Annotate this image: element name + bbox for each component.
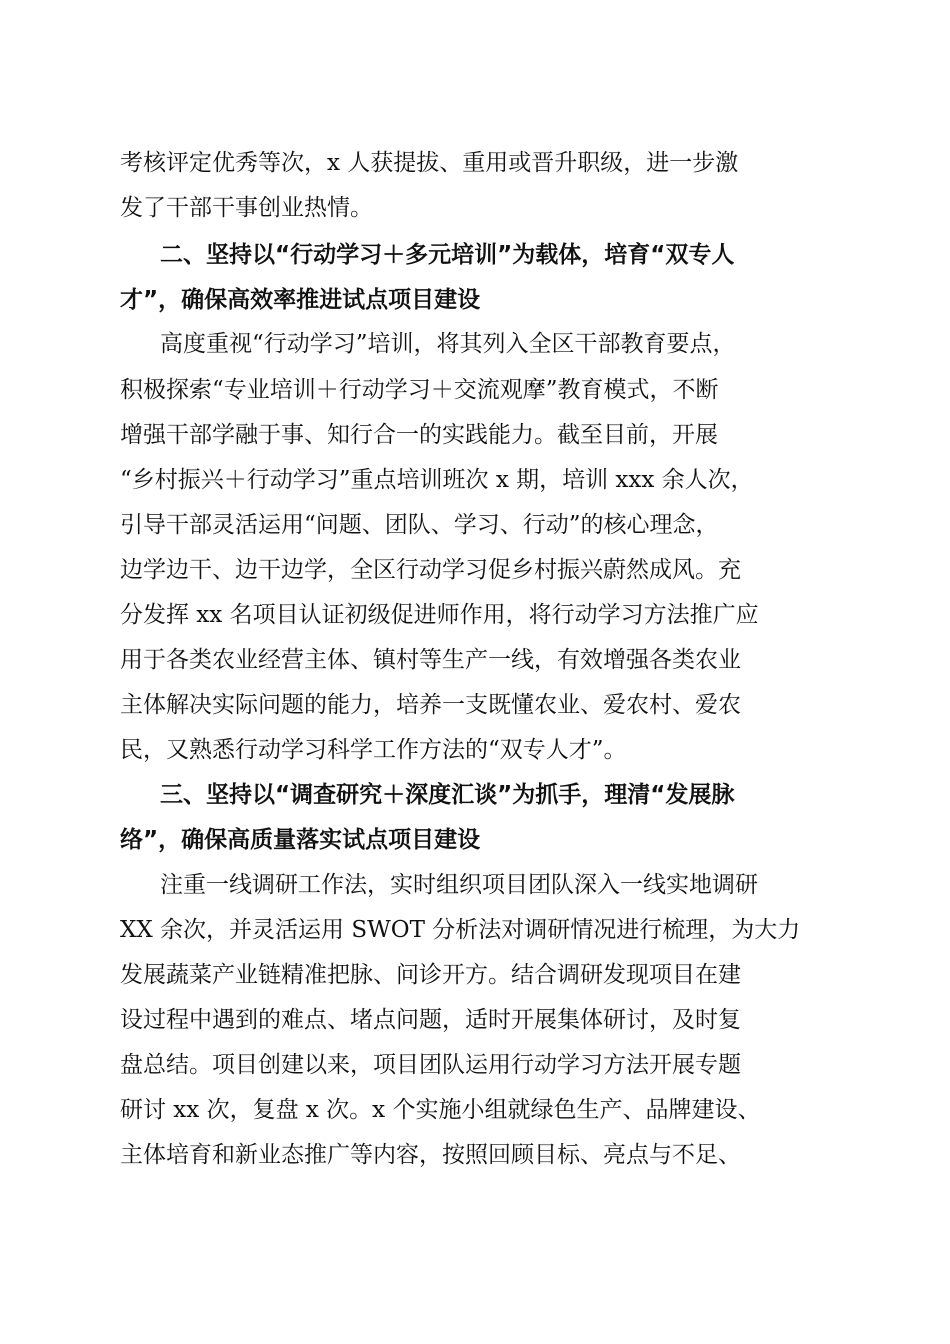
- section2-body-line-8: 用于各类农业经营主体、镇村等生产一线，有效增强各类农业: [120, 647, 741, 673]
- section3-body-line-7: 主体培育和新业态推广等内容，按照回顾目标、亮点与不足、: [120, 1142, 741, 1168]
- section3-heading-line-2: 络”，确保高质量落实试点项目建设: [120, 827, 481, 853]
- section2-heading-line-2: 才”，确保高效率推进试点项目建设: [120, 287, 481, 313]
- section2-body-line-10: 民，又熟悉行动学习科学工作方法的“双专人才”。: [120, 737, 627, 763]
- intro-line-2: 发了干部干事创业热情。: [120, 195, 373, 221]
- section3-body-line-2: XX 余次，并灵活运用 SWOT 分析法对调研情况进行梳理，为大力: [120, 917, 801, 943]
- section2-body-line-9: 主体解决实际问题的能力，培养一支既懂农业、爱农村、爱农: [120, 692, 741, 718]
- section3-body-line-1: 注重一线调研工作法，实时组织项目团队深入一线实地调研: [160, 872, 758, 898]
- section2-body-line-7: 分发挥 xx 名项目认证初级促进师作用，将行动学习方法推广应: [120, 602, 759, 628]
- section2-body-line-4: “乡村振兴＋行动学习”重点培训班次 x 期，培训 xxx 余人次，: [120, 467, 754, 493]
- section3-body-line-3: 发展蔬菜产业链精准把脉、问诊开方。结合调研发现项目在建: [120, 962, 741, 988]
- section2-heading-line-1: 二、坚持以“行动学习＋多元培训”为载体，培育“双专人: [160, 242, 735, 268]
- section2-body-line-3: 增强干部学融于事、知行合一的实践能力。截至目前，开展: [120, 422, 718, 448]
- intro-line-1: 考核评定优秀等次，x 人获提拔、重用或晋升职级，进一步激: [120, 150, 739, 176]
- section3-body-line-5: 盘总结。项目创建以来，项目团队运用行动学习方法开展专题: [120, 1052, 741, 1078]
- section2-body-line-5: 引导干部灵活运用“问题、团队、学习、行动”的核心理念，: [120, 512, 719, 538]
- section2-body-line-6: 边学边干、边干边学，全区行动学习促乡村振兴蔚然成风。充: [120, 557, 741, 583]
- section3-heading-line-1: 三、坚持以“调查研究＋深度汇谈”为抓手，理清“发展脉: [160, 782, 735, 808]
- section3-body-line-4: 设过程中遇到的难点、堵点问题，适时开展集体研讨，及时复: [120, 1007, 741, 1033]
- section2-body-line-2: 积极探索“专业培训＋行动学习＋交流观摩”教育模式，不断: [120, 377, 719, 403]
- section3-body-line-6: 研讨 xx 次，复盘 x 次。x 个实施小组就绿色生产、品牌建设、: [120, 1097, 761, 1123]
- section2-body-line-1: 高度重视“行动学习”培训，将其列入全区干部教育要点，: [160, 331, 736, 357]
